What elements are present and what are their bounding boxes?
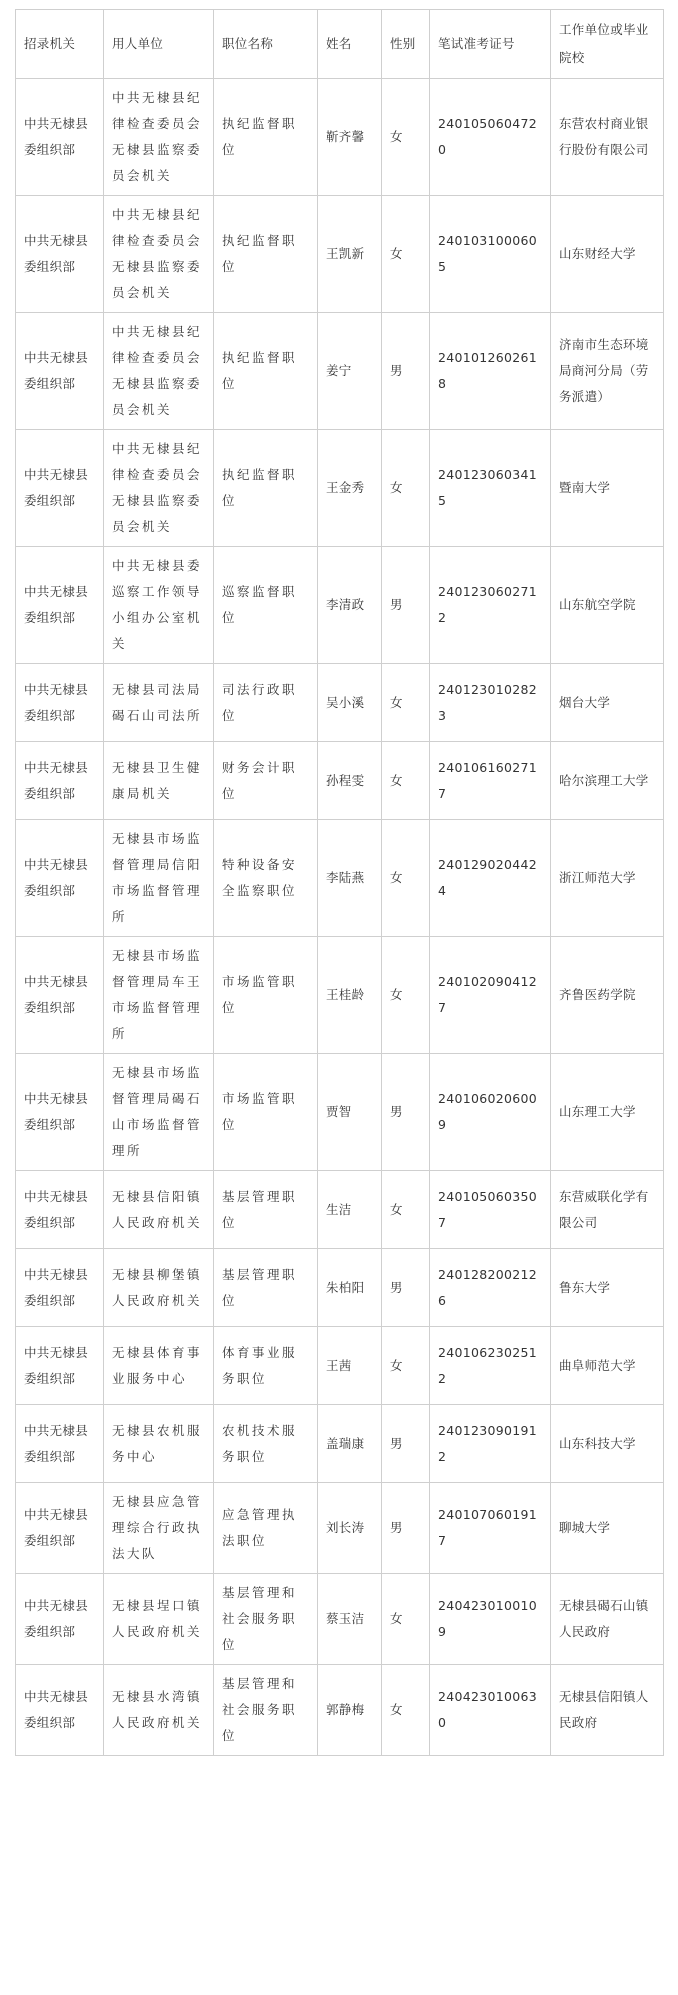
- gender-cell: 女: [382, 79, 430, 196]
- table-row: [16, 313, 664, 430]
- employer-cell: 无棣县体育事业服务中心: [104, 1327, 214, 1405]
- name-cell: 朱柏阳: [318, 1249, 382, 1327]
- table-row: [16, 1054, 664, 1171]
- employer-cell: 无棣县农机服务中心: [104, 1405, 214, 1483]
- table-row: [16, 1665, 664, 1756]
- exam-ticket-cell: 2401060206009: [430, 1054, 551, 1171]
- table-row: [16, 1483, 664, 1574]
- name-cell: 贾智: [318, 1054, 382, 1171]
- recruiting-org-cell: 中共无棣县委组织部: [16, 820, 104, 937]
- name-cell: 蔡玉洁: [318, 1574, 382, 1665]
- name-cell: 盖瑞康: [318, 1405, 382, 1483]
- work-unit-cell: 浙江师范大学: [551, 820, 664, 937]
- gender-cell: 男: [382, 1405, 430, 1483]
- recruiting-org-cell: 中共无棣县委组织部: [16, 1574, 104, 1665]
- exam-ticket-cell: 2401230602712: [430, 547, 551, 664]
- work-unit-cell: 山东科技大学: [551, 1405, 664, 1483]
- position-cell: 特种设备安全监察职位: [214, 820, 318, 937]
- position-cell: 财务会计职位: [214, 742, 318, 820]
- header-recruiting-org: 招录机关: [16, 10, 104, 79]
- name-cell: 王桂龄: [318, 937, 382, 1054]
- exam-ticket-cell: 2401031000605: [430, 196, 551, 313]
- name-cell: 吴小溪: [318, 664, 382, 742]
- gender-cell: 女: [382, 820, 430, 937]
- employer-cell: 中共无棣县纪律检查委员会无棣县监察委员会机关: [104, 196, 214, 313]
- name-cell: 王凯新: [318, 196, 382, 313]
- gender-cell: 女: [382, 664, 430, 742]
- position-cell: 基层管理和社会服务职位: [214, 1665, 318, 1756]
- work-unit-cell: 无棣县信阳镇人民政府: [551, 1665, 664, 1756]
- employer-cell: 无棣县水湾镇人民政府机关: [104, 1665, 214, 1756]
- table-row: [16, 430, 664, 547]
- results-table: [15, 9, 664, 1756]
- work-unit-cell: 山东航空学院: [551, 547, 664, 664]
- work-unit-cell: 东营威联化学有限公司: [551, 1171, 664, 1249]
- recruiting-org-cell: 中共无棣县委组织部: [16, 1665, 104, 1756]
- header-name: 姓名: [318, 10, 382, 79]
- employer-cell: 无棣县应急管理综合行政执法大队: [104, 1483, 214, 1574]
- position-cell: 市场监管职位: [214, 1054, 318, 1171]
- name-cell: 王金秀: [318, 430, 382, 547]
- work-unit-cell: 齐鲁医药学院: [551, 937, 664, 1054]
- recruiting-org-cell: 中共无棣县委组织部: [16, 430, 104, 547]
- table-row: [16, 79, 664, 196]
- exam-ticket-cell: 2401070601917: [430, 1483, 551, 1574]
- employer-cell: 无棣县柳堡镇人民政府机关: [104, 1249, 214, 1327]
- exam-ticket-cell: 2401230102823: [430, 664, 551, 742]
- exam-ticket-cell: 2404230100630: [430, 1665, 551, 1756]
- employer-cell: 无棣县市场监督管理局信阳市场监督管理所: [104, 820, 214, 937]
- employer-cell: 中共无棣县委巡察工作领导小组办公室机关: [104, 547, 214, 664]
- name-cell: 生洁: [318, 1171, 382, 1249]
- position-cell: 执纪监督职位: [214, 430, 318, 547]
- work-unit-cell: 山东财经大学: [551, 196, 664, 313]
- position-cell: 执纪监督职位: [214, 313, 318, 430]
- recruiting-org-cell: 中共无棣县委组织部: [16, 1171, 104, 1249]
- table-body: [16, 79, 664, 1756]
- work-unit-cell: 聊城大学: [551, 1483, 664, 1574]
- table-row: [16, 820, 664, 937]
- work-unit-cell: 东营农村商业银行股份有限公司: [551, 79, 664, 196]
- position-cell: 基层管理职位: [214, 1249, 318, 1327]
- position-cell: 巡察监督职位: [214, 547, 318, 664]
- gender-cell: 女: [382, 430, 430, 547]
- exam-ticket-cell: 2401230901912: [430, 1405, 551, 1483]
- table-row: [16, 664, 664, 742]
- table-row: [16, 1171, 664, 1249]
- employer-cell: 中共无棣县纪律检查委员会无棣县监察委员会机关: [104, 313, 214, 430]
- employer-cell: 无棣县埕口镇人民政府机关: [104, 1574, 214, 1665]
- recruiting-org-cell: 中共无棣县委组织部: [16, 742, 104, 820]
- work-unit-cell: 鲁东大学: [551, 1249, 664, 1327]
- gender-cell: 男: [382, 1249, 430, 1327]
- header-gender: 性别: [382, 10, 430, 79]
- exam-ticket-cell: 2401230603415: [430, 430, 551, 547]
- name-cell: 刘长涛: [318, 1483, 382, 1574]
- exam-ticket-cell: 2401012602618: [430, 313, 551, 430]
- exam-ticket-cell: 2401020904127: [430, 937, 551, 1054]
- position-cell: 司法行政职位: [214, 664, 318, 742]
- name-cell: 孙程雯: [318, 742, 382, 820]
- gender-cell: 男: [382, 547, 430, 664]
- table-row: [16, 742, 664, 820]
- work-unit-cell: 济南市生态环境局商河分局（劳务派遣）: [551, 313, 664, 430]
- employer-cell: 无棣县信阳镇人民政府机关: [104, 1171, 214, 1249]
- employer-cell: 无棣县卫生健康局机关: [104, 742, 214, 820]
- position-cell: 基层管理职位: [214, 1171, 318, 1249]
- employer-cell: 中共无棣县纪律检查委员会无棣县监察委员会机关: [104, 430, 214, 547]
- exam-ticket-cell: 2401290204424: [430, 820, 551, 937]
- exam-ticket-cell: 2401282002126: [430, 1249, 551, 1327]
- recruiting-org-cell: 中共无棣县委组织部: [16, 1249, 104, 1327]
- gender-cell: 女: [382, 196, 430, 313]
- position-cell: 农机技术服务职位: [214, 1405, 318, 1483]
- recruiting-org-cell: 中共无棣县委组织部: [16, 1054, 104, 1171]
- header-row: [16, 10, 664, 79]
- header-employer: 用人单位: [104, 10, 214, 79]
- table-row: [16, 1327, 664, 1405]
- exam-ticket-cell: 2401050603507: [430, 1171, 551, 1249]
- name-cell: 李清政: [318, 547, 382, 664]
- recruiting-org-cell: 中共无棣县委组织部: [16, 313, 104, 430]
- gender-cell: 男: [382, 313, 430, 430]
- position-cell: 市场监管职位: [214, 937, 318, 1054]
- exam-ticket-cell: 2401061602717: [430, 742, 551, 820]
- recruiting-org-cell: 中共无棣县委组织部: [16, 1327, 104, 1405]
- exam-ticket-cell: 2404230100109: [430, 1574, 551, 1665]
- gender-cell: 男: [382, 1054, 430, 1171]
- table-row: [16, 1405, 664, 1483]
- employer-cell: 无棣县市场监督管理局碣石山市场监督管理所: [104, 1054, 214, 1171]
- table-row: [16, 937, 664, 1054]
- exam-ticket-cell: 2401050604720: [430, 79, 551, 196]
- name-cell: 郭静梅: [318, 1665, 382, 1756]
- position-cell: 体育事业服务职位: [214, 1327, 318, 1405]
- name-cell: 靳齐馨: [318, 79, 382, 196]
- recruiting-org-cell: 中共无棣县委组织部: [16, 664, 104, 742]
- recruiting-org-cell: 中共无棣县委组织部: [16, 196, 104, 313]
- position-cell: 执纪监督职位: [214, 79, 318, 196]
- recruiting-org-cell: 中共无棣县委组织部: [16, 1405, 104, 1483]
- table-header: [16, 10, 664, 79]
- table-row: [16, 196, 664, 313]
- gender-cell: 女: [382, 1574, 430, 1665]
- name-cell: 姜宁: [318, 313, 382, 430]
- table-row: [16, 1574, 664, 1665]
- header-exam-ticket: 笔试准考证号: [430, 10, 551, 79]
- work-unit-cell: 哈尔滨理工大学: [551, 742, 664, 820]
- employer-cell: 无棣县市场监督管理局车王市场监督管理所: [104, 937, 214, 1054]
- table-row: [16, 547, 664, 664]
- gender-cell: 女: [382, 1665, 430, 1756]
- position-cell: 应急管理执法职位: [214, 1483, 318, 1574]
- gender-cell: 女: [382, 1171, 430, 1249]
- work-unit-cell: 山东理工大学: [551, 1054, 664, 1171]
- gender-cell: 男: [382, 1483, 430, 1574]
- employer-cell: 中共无棣县纪律检查委员会无棣县监察委员会机关: [104, 79, 214, 196]
- table-row: [16, 1249, 664, 1327]
- gender-cell: 女: [382, 1327, 430, 1405]
- name-cell: 王茜: [318, 1327, 382, 1405]
- header-position: 职位名称: [214, 10, 318, 79]
- gender-cell: 女: [382, 937, 430, 1054]
- recruiting-org-cell: 中共无棣县委组织部: [16, 1483, 104, 1574]
- exam-ticket-cell: 2401062302512: [430, 1327, 551, 1405]
- employer-cell: 无棣县司法局碣石山司法所: [104, 664, 214, 742]
- position-cell: 执纪监督职位: [214, 196, 318, 313]
- recruiting-org-cell: 中共无棣县委组织部: [16, 937, 104, 1054]
- work-unit-cell: 曲阜师范大学: [551, 1327, 664, 1405]
- gender-cell: 女: [382, 742, 430, 820]
- work-unit-cell: 烟台大学: [551, 664, 664, 742]
- name-cell: 李陆燕: [318, 820, 382, 937]
- recruiting-org-cell: 中共无棣县委组织部: [16, 79, 104, 196]
- recruiting-org-cell: 中共无棣县委组织部: [16, 547, 104, 664]
- header-work-unit-or-school: 工作单位或毕业院校: [551, 10, 664, 79]
- work-unit-cell: 暨南大学: [551, 430, 664, 547]
- work-unit-cell: 无棣县碣石山镇人民政府: [551, 1574, 664, 1665]
- position-cell: 基层管理和社会服务职位: [214, 1574, 318, 1665]
